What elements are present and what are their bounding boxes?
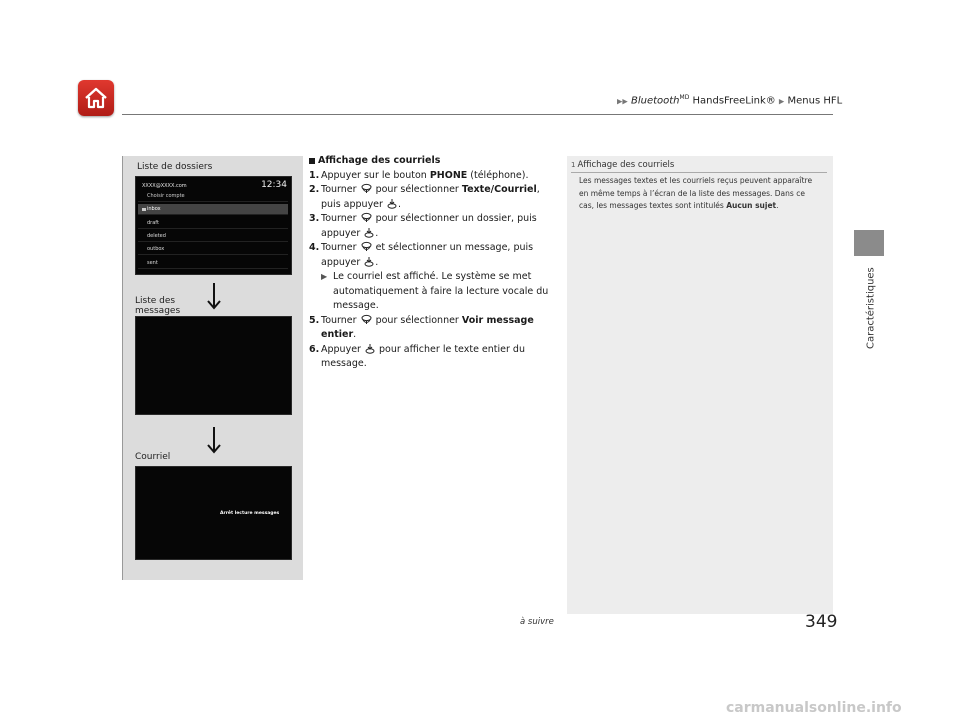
note-text: cas, les messages textes sont intitulés: [579, 201, 727, 210]
step-text: Tourner: [321, 213, 360, 224]
menu-option-label: Voir message: [461, 314, 534, 326]
note-body: [579, 175, 823, 213]
home-icon: [83, 86, 109, 110]
step-text: pour sélectionner: [372, 184, 462, 195]
menu-option-label: Texte/Courriel: [461, 184, 537, 195]
step-number: 2.: [309, 184, 320, 195]
step-text: appuyer: [321, 227, 364, 239]
step-4-result: [309, 270, 559, 314]
side-note: [567, 156, 833, 614]
breadcrumb-separator-icon: ▶: [778, 97, 785, 106]
folder-icon: [142, 208, 146, 211]
home-button[interactable]: [78, 80, 114, 116]
breadcrumb-separator-icon: ▶▶: [617, 97, 628, 106]
press-knob-icon: [364, 256, 374, 267]
section-bullet-icon: [309, 158, 315, 164]
step-text: .: [375, 227, 379, 239]
step-text: Tourner: [321, 242, 360, 253]
arrow-down-icon: [207, 282, 221, 310]
screen-message-list: [135, 316, 292, 415]
press-knob-icon: [387, 198, 397, 209]
chapter-label-text: Caractéristiques: [865, 267, 877, 349]
caption-message-list-2: messages: [135, 306, 181, 316]
note-text: en même temps à l’écran de la liste des messages. Dans ce: [579, 188, 805, 198]
step-number: 3.: [309, 213, 320, 224]
step-6: [309, 343, 559, 372]
list-item[interactable]: deleted: [138, 231, 288, 242]
account-email: XXXX@XXXX.com: [142, 183, 187, 189]
page-number: 349: [805, 612, 838, 632]
step-number: 1.: [309, 169, 320, 181]
selector-knob-icon: [361, 212, 372, 223]
chapter-tab-label: [864, 267, 878, 417]
step-text: Appuyer: [321, 343, 364, 355]
step-text: pour afficher le texte entier du: [375, 343, 525, 355]
caption-message-list-1: Liste des: [135, 296, 176, 306]
step-text: .: [353, 329, 357, 340]
menu-option-label: entier: [321, 329, 354, 340]
screen-folder-list: [135, 176, 292, 275]
step-text: pour sélectionner un dossier, puis: [372, 213, 537, 224]
step-number: 4.: [309, 242, 320, 253]
step-text: et sélectionner un message, puis: [372, 242, 534, 253]
section-title: [309, 154, 559, 169]
step-text: automatiquement à faire la lecture vocale du: [333, 285, 549, 297]
note-title[interactable]: Affichage des courriels: [577, 160, 675, 170]
stop-reading-button[interactable]: Arrêt lecture messages: [220, 511, 280, 516]
note-text: .: [776, 201, 779, 210]
step-text: ,: [536, 184, 540, 195]
step-text: (téléphone).: [467, 169, 529, 181]
breadcrumb-sup: MD: [679, 94, 690, 101]
step-text: message.: [333, 300, 379, 311]
chapter-tab[interactable]: [854, 230, 884, 256]
selector-knob-icon: [361, 314, 372, 325]
selector-knob-icon: [361, 183, 372, 194]
step-3: [309, 212, 559, 241]
breadcrumb: [617, 94, 842, 106]
list-item-label: inbox: [147, 206, 161, 212]
press-knob-icon: [365, 343, 375, 354]
header-rule: [122, 114, 833, 115]
list-item-selected[interactable]: [138, 204, 288, 215]
step-4: [309, 241, 559, 270]
step-text: .: [397, 198, 401, 210]
caption-folder-list: Liste de dossiers: [137, 162, 213, 172]
step-text: puis appuyer: [321, 198, 386, 210]
step-text: Tourner: [321, 314, 360, 326]
watermark: carmanualsonline.info: [726, 700, 902, 716]
step-2: [309, 183, 559, 212]
note-bold-term: Aucun sujet: [726, 201, 777, 210]
clock: 12:34: [261, 180, 287, 190]
result-arrow-icon: ▶: [321, 272, 328, 281]
step-text: message.: [321, 358, 367, 369]
list-item[interactable]: draft: [138, 218, 288, 229]
section-title-text: Affichage des courriels: [318, 155, 441, 166]
note-ref-icon: 1: [571, 161, 576, 169]
breadcrumb-bluetooth[interactable]: Bluetooth: [630, 95, 680, 107]
step-text: Tourner: [321, 184, 360, 195]
note-header: [571, 160, 827, 173]
step-text: .: [375, 256, 379, 268]
step-text: pour sélectionner: [372, 314, 462, 326]
instructions: [309, 154, 559, 372]
continued-label: à suivre: [520, 617, 554, 627]
arrow-down-icon: [207, 426, 221, 454]
step-1: [309, 169, 559, 184]
phone-button-label: PHONE: [429, 169, 468, 181]
list-item[interactable]: sent: [138, 258, 288, 269]
step-text: appuyer: [321, 256, 364, 268]
list-item[interactable]: outbox: [138, 244, 288, 255]
step-number: 6.: [309, 343, 320, 355]
step-text: Appuyer sur le bouton: [321, 169, 430, 181]
breadcrumb-handsfreelink[interactable]: HandsFreeLink®: [689, 95, 776, 107]
step-number: 5.: [309, 314, 320, 326]
step-text: Le courriel est affiché. Le système se met: [333, 271, 532, 282]
press-knob-icon: [364, 227, 374, 238]
caption-email: Courriel: [135, 452, 171, 462]
step-5: [309, 314, 559, 343]
screen-figure: [122, 156, 303, 580]
list-item[interactable]: Choisir compte: [138, 191, 288, 202]
selector-knob-icon: [361, 241, 372, 252]
note-text: Les messages textes et les courriels reçus peuvent apparaître: [579, 176, 813, 185]
breadcrumb-menus-hfl[interactable]: Menus HFL: [787, 95, 843, 107]
screen-email: [135, 466, 292, 560]
